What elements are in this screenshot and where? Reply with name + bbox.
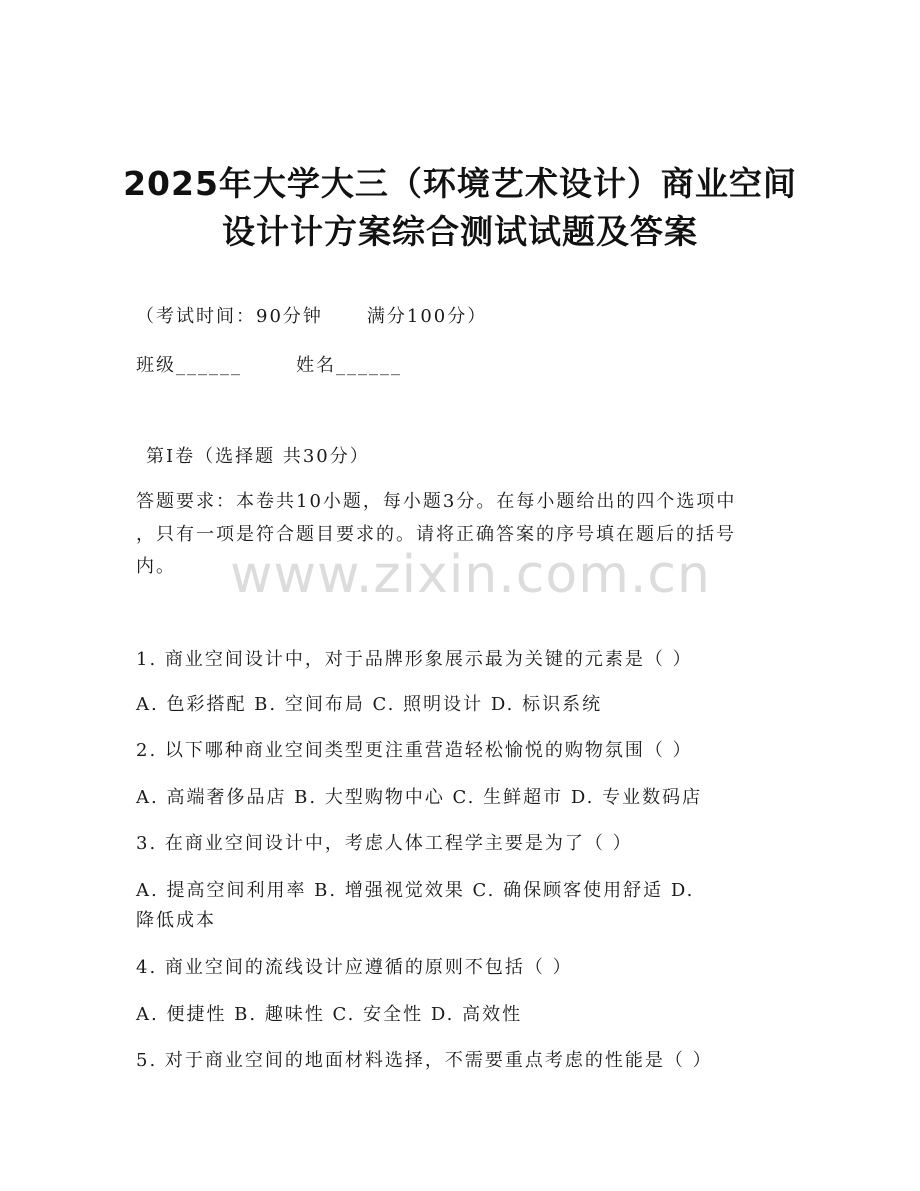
section-heading: 第Ⅰ卷（选择题 共30分） [146,446,370,467]
document-title-line-1: 2025年大学大三（环境艺术设计）商业空间 [123,164,797,203]
question-4-options: A. 便捷性 B. 趣味性 C. 安全性 D. 高效性 [136,1004,523,1025]
question-2-stem: 2. 以下哪种商业空间类型更注重营造轻松愉悦的购物氛围（ ） [136,740,693,761]
question-3-options: A. 提高空间利用率 B. 增强视觉效果 C. 确保顾客使用舒适 D. [136,880,695,901]
exam-score: 满分100分） [366,306,488,327]
class-field: 班级______ [136,355,242,376]
exam-time: （考试时间：90分钟 [136,306,323,327]
question-1-stem: 1. 商业空间设计中，对于品牌形象展示最为关键的元素是（ ） [136,649,693,670]
question-5-stem: 5. 对于商业空间的地面材料选择，不需要重点考虑的性能是（ ） [136,1050,713,1071]
student-info [136,351,402,377]
document-title-line-2: 设计计方案综合测试试题及答案 [222,212,698,251]
name-field: 姓名______ [296,355,402,376]
question-4-stem: 4. 商业空间的流线设计应遵循的原则不包括（ ） [136,957,573,978]
instruction-line-2: ，只有一项是符合题目要求的。请将正确答案的序号填在题后的括号 [136,524,736,545]
instruction-line-1: 答题要求：本卷共10小题，每小题3分。在每小题给出的四个选项中 [136,491,737,512]
question-1-options: A. 色彩搭配 B. 空间布局 C. 照明设计 D. 标识系统 [136,694,603,715]
watermark: www.zixin.com.cn [230,545,711,605]
question-3-stem: 3. 在商业空间设计中，考虑人体工程学主要是为了（ ） [136,833,633,854]
question-3-options-continued: 降低成本 [136,910,216,931]
question-2-options: A. 高端奢侈品店 B. 大型购物中心 C. 生鲜超市 D. 专业数码店 [136,787,703,808]
exam-info [136,302,487,328]
instruction-line-3: 内。 [136,556,176,577]
